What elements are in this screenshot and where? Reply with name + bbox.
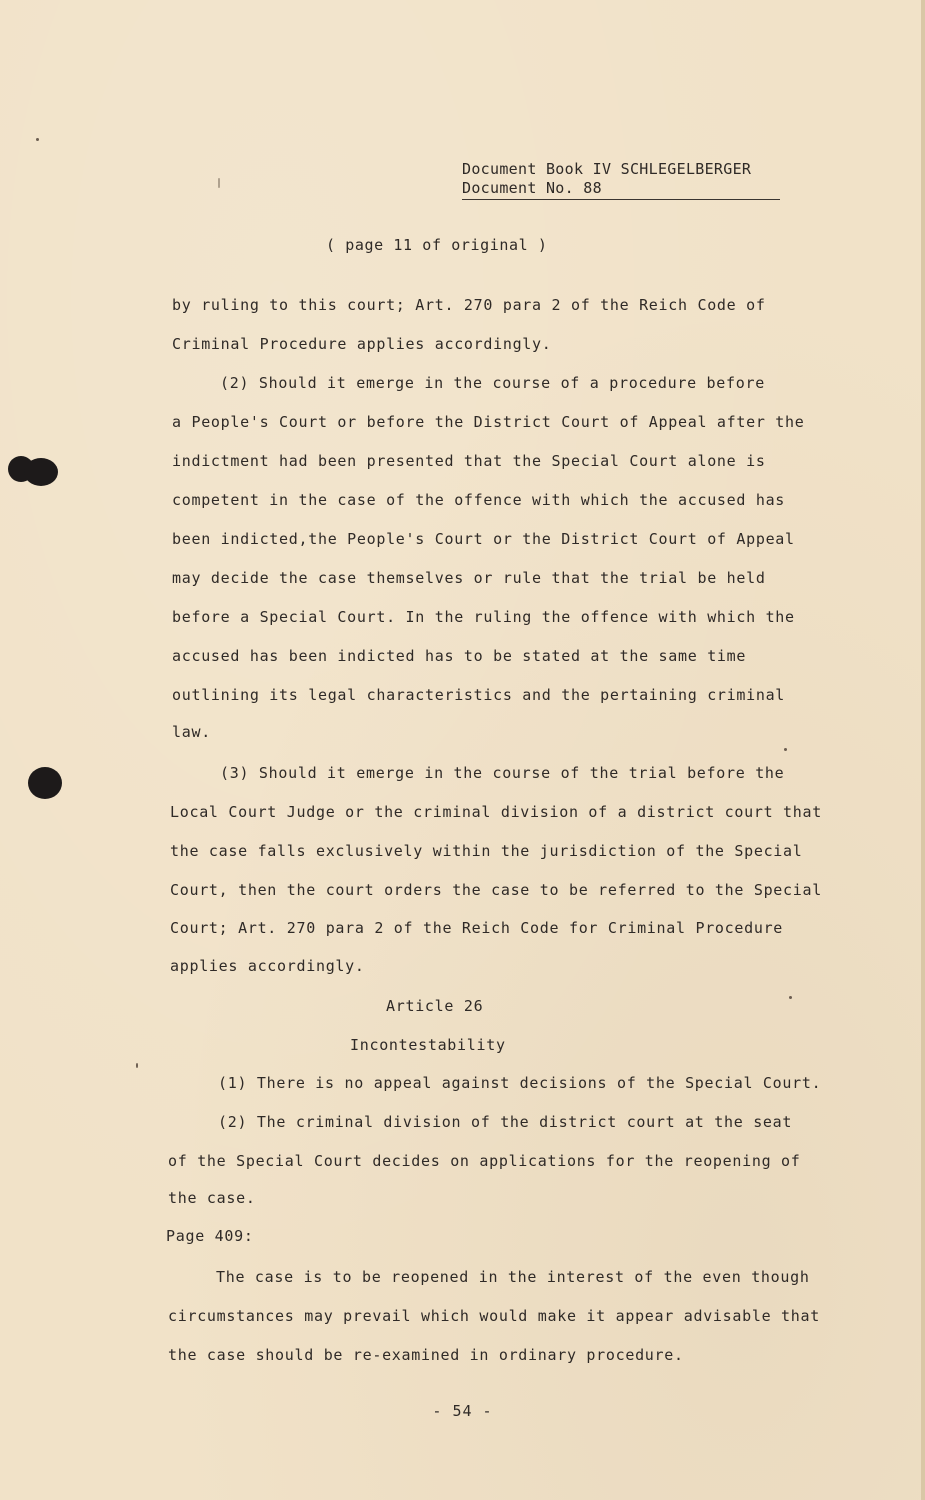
text-line: Court, then the court orders the case to be referred to the Special [170, 881, 822, 899]
text-line: (2) The criminal division of the district court at the seat [218, 1113, 793, 1131]
punch-hole-bottom [28, 767, 62, 799]
paper-speck [789, 996, 792, 999]
text-line: applies accordingly. [170, 957, 365, 975]
punch-hole-top-blot [24, 458, 58, 486]
text-line: outlining its legal characteristics and the pertaining criminal [172, 686, 786, 704]
text-line: Criminal Procedure applies accordingly. [172, 335, 552, 353]
text-line: competent in the case of the offence with which the accused has [172, 491, 786, 509]
text-line: accused has been indicted has to be stated at the same time [172, 647, 747, 665]
text-line: The case is to be reopened in the interest of the even though [216, 1268, 810, 1286]
text-line: the case should be re-examined in ordinary procedure. [168, 1346, 684, 1364]
text-line: been indicted,the People's Court or the District Court of Appeal [172, 530, 795, 548]
header-document-number: Document No. 88 [462, 179, 780, 200]
article-title: Incontestability [350, 1036, 506, 1054]
header-book-line: Document Book IV SCHLEGELBERGER [462, 160, 752, 178]
text-line: by ruling to this court; Art. 270 para 2 of the Reich Code of [172, 296, 766, 314]
text-line: before a Special Court. In the ruling the offence with which the [172, 608, 795, 626]
paper-speck [36, 138, 39, 141]
text-line: a People's Court or before the District Court of Appeal after the [172, 413, 805, 431]
page-number: - 54 - [432, 1402, 493, 1420]
text-line: (1) There is no appeal against decisions of the Special Court. [218, 1074, 822, 1092]
text-line: (3) Should it emerge in the course of the trial before the [220, 764, 785, 782]
article-heading: Article 26 [386, 997, 484, 1015]
text-line: indictment had been presented that the Special Court alone is [172, 452, 766, 470]
paper-speck [784, 748, 787, 751]
page-marker: Page 409: [166, 1227, 254, 1245]
paper-speck [136, 1063, 138, 1068]
text-line: of the Special Court decides on applications for the reopening of [168, 1152, 801, 1170]
original-page-reference: ( page 11 of original ) [326, 236, 548, 254]
text-line: Local Court Judge or the criminal division of a district court that [170, 803, 822, 821]
text-line: (2) Should it emerge in the course of a procedure before [220, 374, 765, 392]
text-line: may decide the case themselves or rule that the trial be held [172, 569, 766, 587]
paper-speck [218, 178, 220, 188]
text-line: the case falls exclusively within the jurisdiction of the Special [170, 842, 803, 860]
text-line: the case. [168, 1189, 256, 1207]
text-line: Court; Art. 270 para 2 of the Reich Code for Criminal Procedure [170, 919, 784, 937]
page-edge [921, 0, 925, 1500]
text-line: circumstances may prevail which would make it appear advisable that [168, 1307, 820, 1325]
document-header [462, 160, 780, 200]
text-line: law. [172, 723, 211, 741]
